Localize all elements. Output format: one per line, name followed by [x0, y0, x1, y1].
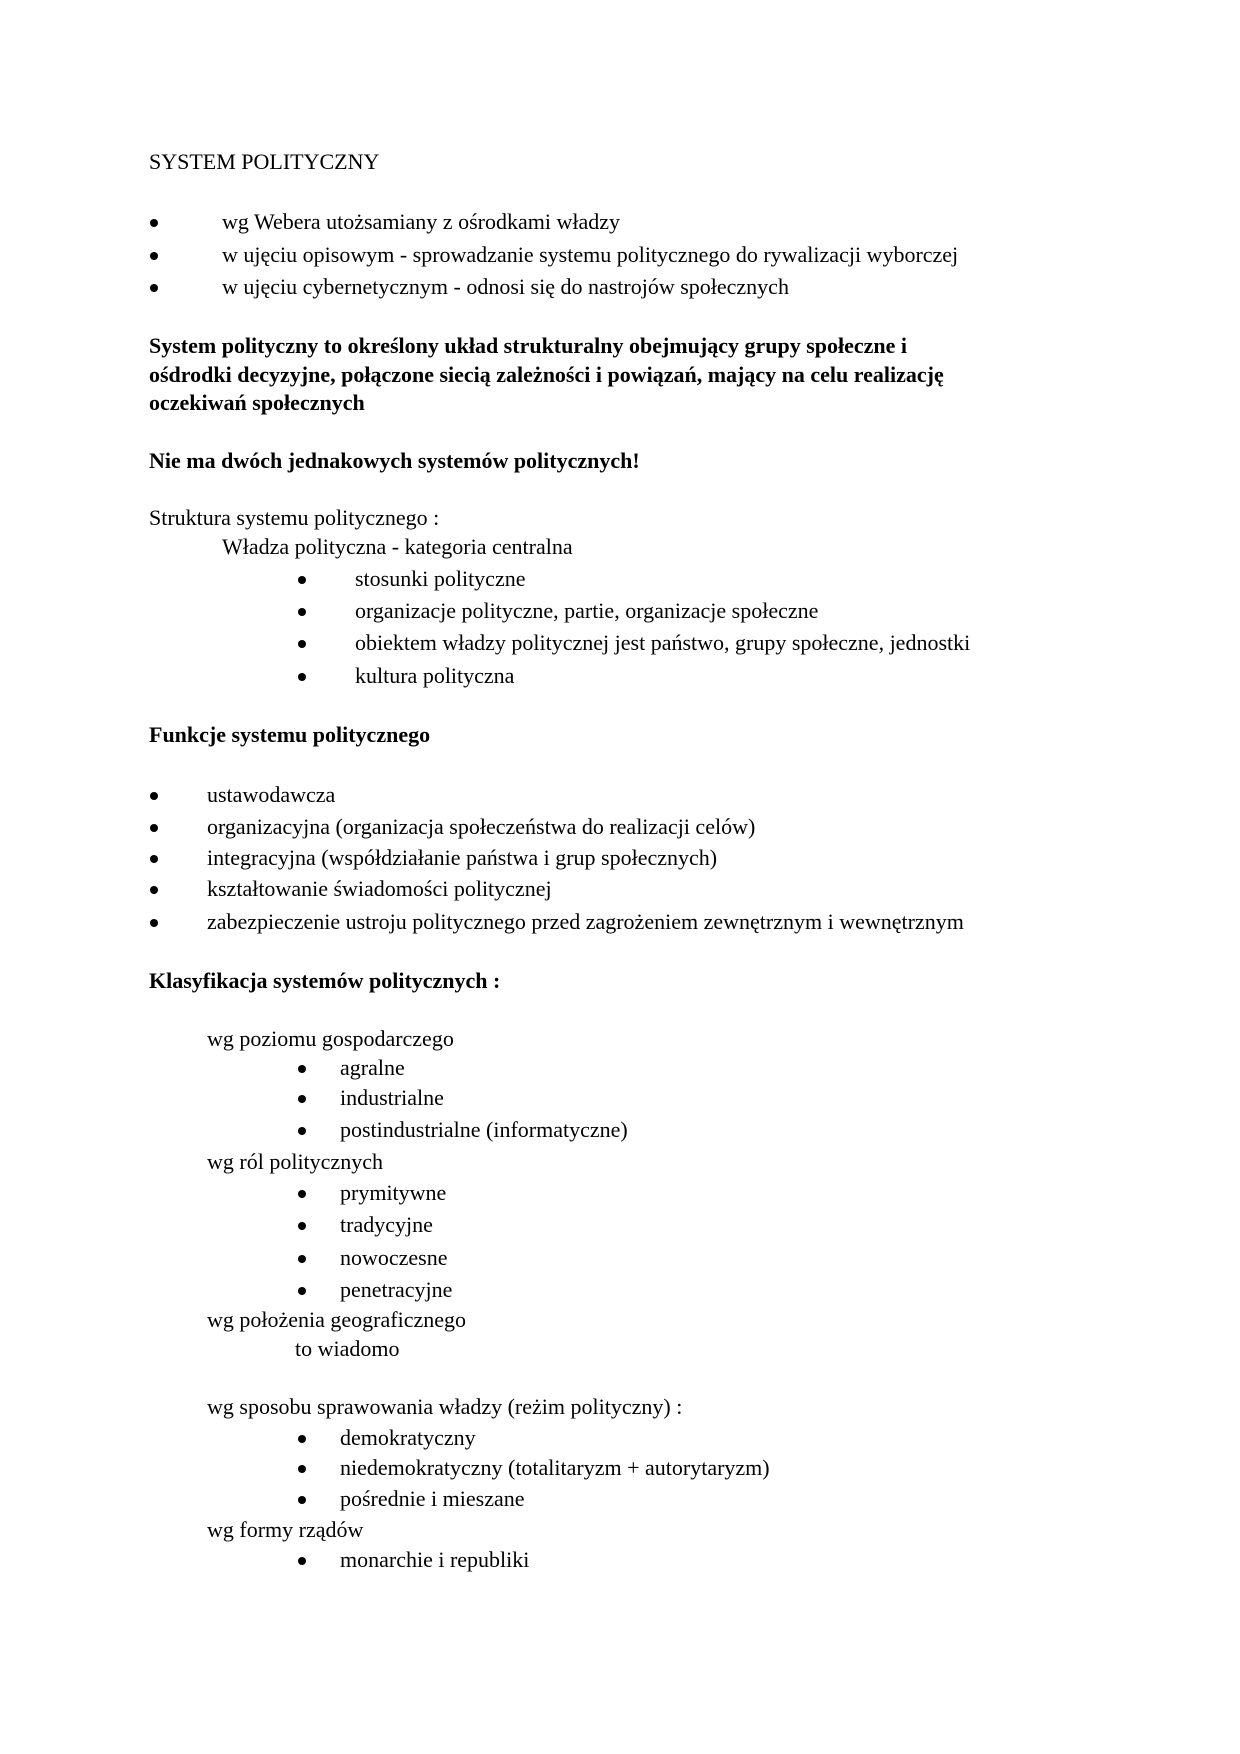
bullet-icon [298, 1255, 306, 1263]
list-item: penetracyjne [340, 1277, 453, 1303]
bullet-icon [150, 824, 158, 832]
section-heading: Funkcje systemu politycznego [149, 721, 431, 747]
bullet-icon [298, 1127, 306, 1135]
bullet-icon [298, 576, 306, 584]
bullet-icon [298, 1190, 306, 1198]
list-item: kultura polityczna [355, 662, 515, 688]
definition-text: oczekiwań społecznych [149, 390, 365, 416]
list-item: niedemokratyczny (totalitaryzm + autorytaryzm) [340, 1454, 770, 1480]
group-label: wg sposobu sprawowania władzy (reżim polityczny) : [207, 1394, 683, 1420]
bullet-icon [298, 1065, 306, 1073]
bullet-icon [298, 1222, 306, 1230]
bullet-icon [150, 855, 158, 863]
list-item: pośrednie i mieszane [340, 1486, 525, 1511]
list-item: integracyjna (współdziałanie państwa i grup społecznych) [207, 844, 718, 870]
list-item: postindustrialne (informatyczne) [340, 1117, 628, 1143]
list-item: organizacje polityczne, partie, organizacje społeczne [355, 597, 819, 623]
bullet-icon [150, 886, 158, 894]
list-item: wg Webera utożsamiany z ośrodkami władzy [222, 209, 620, 235]
bullet-icon [298, 1465, 306, 1473]
bullet-icon [298, 1287, 306, 1295]
bullet-icon [298, 640, 306, 648]
bullet-icon [298, 1496, 306, 1504]
bullet-icon [298, 673, 306, 681]
list-item: agralne [340, 1054, 405, 1080]
list-item: w ujęciu cybernetycznym - odnosi się do nastrojów społecznych [222, 274, 789, 300]
bullet-icon [150, 792, 158, 800]
section-heading: Klasyfikacja systemów politycznych : [149, 967, 501, 993]
list-item: zabezpieczenie ustroju politycznego przed zagrożeniem zewnętrznym i wewnętrznym [207, 908, 964, 934]
bullet-icon [150, 284, 158, 292]
group-label: wg położenia geograficznego [207, 1307, 466, 1333]
bullet-icon [298, 1557, 306, 1565]
group-label: wg ról politycznych [207, 1148, 383, 1174]
list-item: stosunki polityczne [355, 565, 526, 591]
statement-text: Nie ma dwóch jednakowych systemów politycznych! [149, 448, 640, 474]
list-item: kształtowanie świadomości politycznej [207, 876, 552, 902]
bullet-icon [150, 219, 158, 227]
list-item: organizacyjna (organizacja społeczeństwa do realizacji celów) [207, 813, 756, 839]
list-item: nowoczesne [340, 1244, 448, 1270]
list-item: tradycyjne [340, 1212, 433, 1238]
subheading: Władza polityczna - kategoria centralna [222, 534, 573, 560]
bullet-icon [150, 252, 158, 260]
definition-text: ośdrodki decyzyjne, połączone siecią zależności i powiązań, mający na celu realizację [149, 362, 944, 388]
list-item: ustawodawcza [207, 782, 336, 808]
group-note: to wiadomo [295, 1336, 400, 1362]
section-heading: Struktura systemu politycznego : [149, 505, 440, 531]
list-item: prymitywne [340, 1179, 447, 1205]
list-item: demokratyczny [340, 1424, 476, 1450]
group-label: wg formy rządów [207, 1517, 364, 1543]
group-label: wg poziomu gospodarczego [207, 1025, 454, 1051]
bullet-icon [150, 919, 158, 927]
bullet-icon [298, 608, 306, 616]
definition-text: System polityczny to określony układ strukturalny obejmujący grupy społeczne i [149, 333, 908, 359]
list-item: monarchie i republiki [340, 1547, 530, 1573]
list-item: industrialne [340, 1085, 444, 1110]
bullet-icon [298, 1095, 306, 1103]
list-item: obiektem władzy politycznej jest państwo, grupy społeczne, jednostki [355, 630, 971, 656]
bullet-icon [298, 1435, 306, 1443]
page-title: SYSTEM POLITYCZNY [149, 148, 380, 174]
list-item: w ujęciu opisowym - sprowadzanie systemu politycznego do rywalizacji wyborczej [222, 241, 959, 267]
